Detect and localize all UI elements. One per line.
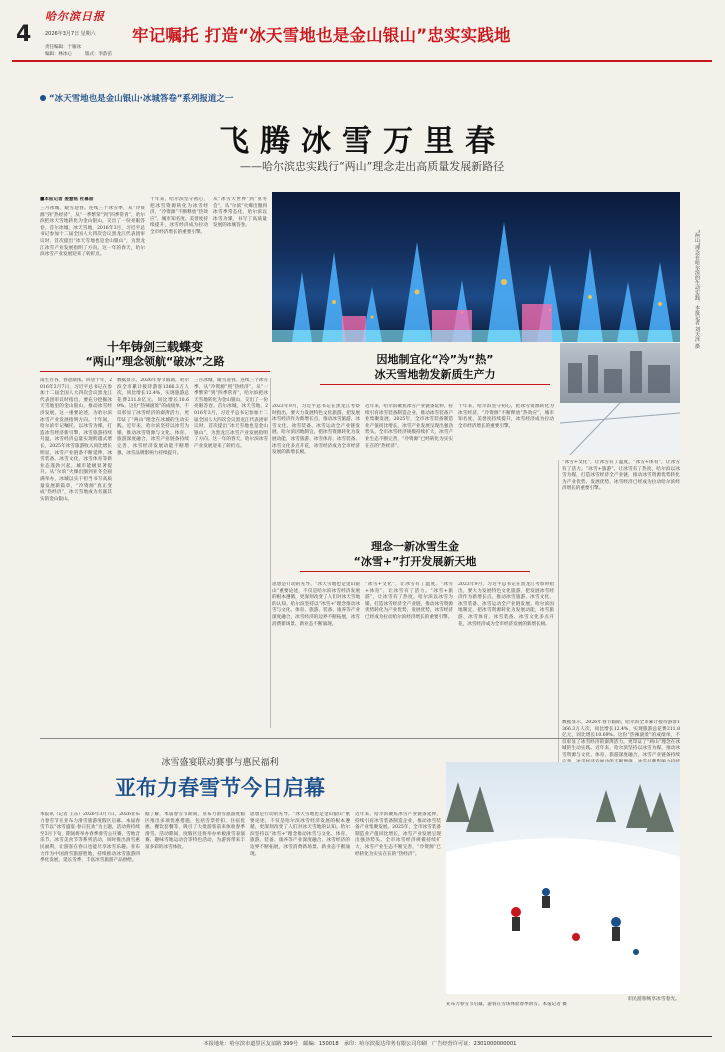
ice-festival-night-photo: [272, 192, 680, 342]
section2-body-col1: 2023年9月，习近平总书记在黑龙江考察时指出，要大力发展特色文化旅游，把发展冰雪经济作为新增长点，推动冰雪旅游、冰雪文化、冰雪装备、冰雪运动全产业链发展。哈尔滨因地制宜，把冰雪资源转化为发展动能，冰雪旅游、冰雪体育、冰雪装备、冰雪文化多点开花，冰雪经济成为全市经济发展的新增长极。: [272, 404, 360, 456]
section3-body-col2: “冰雪+文化”，让冰雪有了温度。“冰雪+体育”，让冰雪有了活力。“冰雪+旅游”，让冰雪有了热度。哈尔滨以冰雪为媒，打造冰雪经济全产业链，推动冰雪资源优势转化为产业优势、发展优势，冰雪经济已经成为拉动哈尔滨经济增长的重要引擎。: [365, 582, 453, 620]
section4-body-col1: 本报讯（记者 王东）2026年3月7日，2026亚布力春雪节在亚布力滑雪旅游度假区启幕。本届春雪节以“冰雪盛宴·春日狂欢”为主题，活动将持续至3月下旬，期间将举办春季滑雪公开赛、雪地音乐节、冰雪美食节等系列活动，同时推出滑雪惠民福利，让游客在春日也能尽享冰雪乐趣。亚布力作为中国滑雪旅游胜地，持续推动冰雪旅游四季化发展，延长雪季，丰富冰雪旅游产品供给。: [40, 812, 140, 864]
section4-body-col2: 据了解，本届春雪节期间，亚布力滑雪旅游度假区推出多项优惠措施，包括雪票折扣、住宿优惠、餐饮套餐等，吸引了大批游客前来体验春季滑雪。活动期间，度假区还将举办单板滑雪表演赛、趣味雪地运动会等特色活动，为游客带来丰富多彩的冰雪体验。: [145, 812, 245, 850]
section4-body-col4: 近年来，哈尔滨聚焦冰雪产业链条延伸，持续引育冰雪装备制造企业，推动冰雪装备产业集聚发展。2025年，全市冰雪装备制造业产值同比增长，冰雪产业发展呈现出强劲势头。全市冰雪经济规模持续扩大，冰雪产业生态不断完善，“冷资源”已经转化为实实在在的“热经济”。: [355, 812, 441, 857]
section3-title-2: “冰雪+”打开发展新天地: [353, 555, 477, 568]
right-column-text-1: “冰雪+文化”，让冰雪有了温度。“冰雪+体育”，让冰雪有了活力。“冰雪+旅游”，让冰雪有了热度。哈尔滨以冰雪为媒，打造冰雪经济全产业链，推动冰雪资源优势转化为产业优势、发展优势，冰雪经济已经成为拉动哈尔滨经济增长的重要引擎。: [562, 460, 680, 492]
masthead: [0, 0, 725, 72]
section3-rule: [300, 571, 530, 572]
section3-body-col1: 思想是行动的先导。“冰天雪地也是金山银山”重要论述，不仅是哈尔滨冰雪经济发展的根本遵循，更深刻改变了人们对冰天雪地的认知。哈尔滨坚持以“冰雪+”理念推动冰雪与文化、体育、旅游、装备、康养等产业深度融合，冰雪经济的边界不断拓展，冰雪消费新场景、新业态不断涌现。: [272, 582, 360, 627]
masthead-rule-dark: [12, 60, 712, 62]
section1-body-col2: 数据显示，2026年春节假期，哈尔滨全市累计接待游客1366.3万人次，同比增长12.4%，实现旅游总花费211.8亿元，同比增长10.69%。这份“热辣滚烫”的成绩单，不仅彰显了冰雪经济的澎湃活力，更印证了“两山”理念在冰城的生动实践。近年来，哈尔滨坚持以冰雪为媒，推动冰雪资源与文化、体育、旅游深度融合，冰雪产业链条持续完善，冰雪经济发展动能不断增强，冰雪品牌影响力持续提升。: [117, 378, 189, 456]
section1-body-col1: 雨生百谷，春意渐浓。回望十年，2016年3月7日，习近平总书记在参加十二届全国人大四次会议黑龙江代表团审议时指出，要充分挖掘冰天雪地里的金山银山，推动冰雪经济发展。这一重要论述，为哈尔滨冰雪产业发展指明方向。十年间，哈尔滨牢记嘱托，以冰雪为媒，打造冰雪经济新引擎，冰雪旅游持续升温，冰雪经济总量实现跨越式增长，2025年冰雪旅游收入同比增长明显，冰雪产业链条不断延伸，冰雪装备、冰雪文化、冰雪体育等新业态蓬勃兴起，城市能级显著提升。从“尔滨”火爆出圈到亚冬会圆满举办，冰城以实干担当书写高质量发展新篇章，“冷资源”真正变成“热经济”，冰天雪地成为名副其实的金山银山。: [40, 378, 112, 502]
section3-title-1: 理念一新冰雪生金: [371, 540, 459, 553]
section2-title-1: 因地制宜化“冷”为“热”: [376, 353, 494, 366]
main-lead-col3: 从“冰雪大世界”到“亚冬会”，从“尔滨”火爆出圈到冰雪季常态化，哈尔滨以冰雪为媒，书写了高质量发展的冰城答卷。: [213, 197, 267, 229]
divider-left: [270, 378, 271, 728]
section4-photo-caption: 亚布力春雪节启幕，游客在雪场体验春季滑雪。本报记者 摄: [446, 1002, 567, 1007]
editor-1: 责任编辑：于雁冰: [45, 45, 81, 50]
section4-title: 亚布力春雪节今日启幕: [115, 776, 325, 800]
editor-2: 编辑：林冰心: [45, 52, 72, 57]
section4-kicker: 冰雪盛宴联动赛事与惠民福利: [161, 758, 279, 768]
section1-body-col3: 三月冰城，暖雪迎春。连续三个冰雪季，从“冷资源”到“热经济”，从“一季繁荣”到“四季常青”，哈尔滨把冰天雪地转化为金山银山，交出了一份亮眼答卷。首尔冰城，冰天雪地，2016年3月，习近平总书记参加十二届全国人大四次会议黑龙江代表团审议时，首次提出“冰天雪地也是金山银山”，为黑龙江冰雪产业发展指明了方向。这一年的春天，哈尔滨冰雪产业发展迎来了转折点。: [194, 378, 268, 449]
ski-slope-illustration: [446, 762, 680, 994]
section2-body-col2: 近年来，哈尔滨聚焦冰雪产业链条延伸，持续引育冰雪装备制造企业，推动冰雪装备产业集聚发展。2025年，全市冰雪装备制造业产值同比增长，冰雪产业发展呈现出强劲势头。全市冰雪经济规模持续扩大，冰雪产业生态不断完善，“冷资源”已经转化为实实在在的“热经济”。: [365, 404, 453, 449]
main-byline: ■本报记者 姜慧铭 杜幕喆: [40, 197, 94, 202]
section4-top-rule: [40, 738, 680, 739]
photo-side-caption: “两山”理念在哈尔滨的生动实践。本报记者 刘天泽 摄: [694, 230, 700, 349]
main-lead: 三月冰城，暖雪迎春。连续三个冰雪季，从“冷资源”到“热经济”，从“一季繁荣”到“四季常青”，哈尔滨把冰天雪地转化为金山银山，交出了一份亮眼答卷。首尔冰城，冰天雪地，2016年3月，习近平总书记参加十二届全国人大四次会议黑龙江代表团审议时，首次提出“冰天雪地也是金山银山”，为黑龙江冰雪产业发展指明了方向。这一年的春天，哈尔滨冰雪产业发展迎来了转折点。: [40, 206, 145, 258]
main-lead-col2: 十年来，哈尔滨坚守初心，把冰雪资源转化为冰雪经济，“冷资源”不断释放“热效应”，城市知名度、美誉度持续提升，冰雪经济成为拉动全市经济增长的重要引擎。: [150, 197, 208, 235]
section1-title-1: 十年铸剑三载蝶变: [106, 340, 203, 354]
divider-right: [558, 460, 559, 790]
aerial-snow-city-photo: [560, 343, 680, 455]
section2-rule: [320, 384, 550, 385]
date-line: 2026年3月7日 星期六: [45, 31, 96, 37]
ice-castle-illustration: [272, 192, 680, 342]
series-label: “冰天雪地也是金山银山·冰城答卷”系列报道之一: [49, 94, 234, 104]
city-blocks-illustration: [560, 343, 680, 455]
section1-title-2: “两山”理念领航“破冰”之路: [85, 355, 225, 368]
right-column-text-2: 数据显示，2026年春节假期，哈尔滨全市累计接待游客1366.3万人次，同比增长12.4%，实现旅游总花费211.8亿元，同比增长10.69%。这份“热辣滚烫”的成绩单，不仅彰显了冰雪经济的澎湃活力，更印证了“两山”理念在冰城的生动实践。近年来，哈尔滨坚持以冰雪为媒，推动冰雪资源与文化、体育、旅游深度融合，冰雪产业链条持续: [562, 720, 680, 758]
page-headline: 牢记嘱托 打造“冰天雪地也是金山银山”忠实实践地: [132, 26, 511, 45]
section2-title-2: 冰天雪地勃发新质生产力: [374, 368, 496, 381]
main-subtitle: ——哈尔滨忠实践行“两山”理念走出高质量发展新路径: [240, 160, 505, 173]
editor-3: 版式：李韵苗: [85, 52, 112, 57]
page-number: 4: [16, 22, 32, 47]
section3-body-col3: 2023年9月，习近平总书记在黑龙江考察时指出，要大力发展特色文化旅游，把发展冰雪经济作为新增长点，推动冰雪旅游、冰雪文化、冰雪装备、冰雪运动全产业链发展。哈尔滨因地制宜，把冰雪资源转化为发展动能，冰雪旅游、冰雪体育、冰雪装备、冰雪文化多点开花，冰雪经济成为全市经济发展的新增长极。: [458, 582, 554, 627]
newspaper-logo: 哈尔滨日报: [45, 10, 105, 23]
main-title: 飞腾冰雪万里春: [219, 124, 506, 159]
ski-resort-photo: [446, 762, 680, 994]
footer-text: 本报地址：哈尔滨市道里区友谊路 399号 邮编：150018 承印：哈尔滨报达印务有限公司印刷 广告经营许可证：2301000000001: [203, 1041, 517, 1047]
section1-rule: [40, 371, 270, 372]
footer-rule: [12, 1036, 712, 1037]
section4-body-col3: 思想是行动的先导。“冰天雪地也是金山银山”重要论述，不仅是哈尔滨冰雪经济发展的根本遵循，更深刻改变了人们对冰天雪地的认知。哈尔滨坚持以“冰雪+”理念推动冰雪与文化、体育、旅游、装备、康养等产业深度融合，冰雪经济的边界不断拓展，冰雪消费新场景、新业态不断涌现。: [250, 812, 350, 857]
section2-body-col3: 十年来，哈尔滨坚守初心，把冰雪资源转化为冰雪经济，“冷资源”不断释放“热效应”，城市知名度、美誉度持续提升，冰雪经济成为拉动全市经济增长的重要引擎。: [458, 404, 554, 429]
ski-photo-caption: 市民游客畅享冰雪春光。: [627, 997, 680, 1002]
bullet-dot-icon: [40, 95, 46, 101]
